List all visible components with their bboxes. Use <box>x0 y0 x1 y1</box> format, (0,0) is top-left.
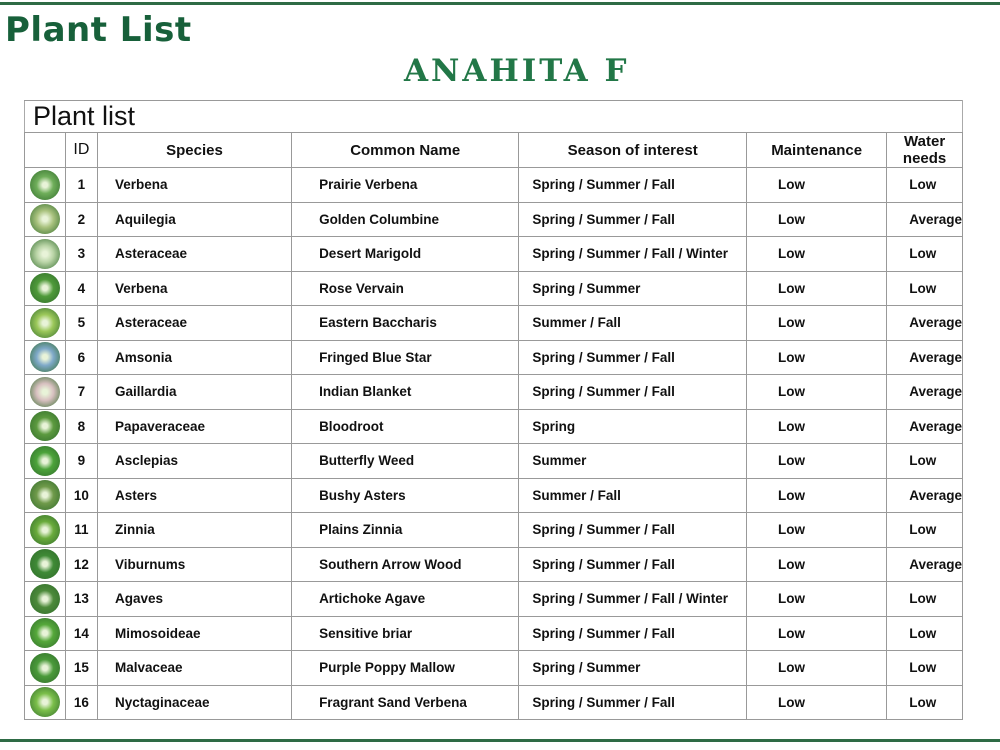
table-row <box>25 582 963 617</box>
season-cell: Spring / Summer / Fall <box>519 202 747 237</box>
common-name-cell: Fringed Blue Star <box>292 340 519 375</box>
season-cell: Spring / Summer / Fall / Winter <box>519 582 747 617</box>
plant-symbol-icon <box>30 342 60 372</box>
id-cell: 12 <box>65 547 97 582</box>
species-cell: Asteraceae <box>97 237 291 272</box>
common-name-cell: Fragrant Sand Verbena <box>292 685 519 720</box>
plant-symbol-icon <box>30 377 60 407</box>
species-cell: Malvaceae <box>97 651 291 686</box>
season-cell: Summer <box>519 444 747 479</box>
id-cell: 11 <box>65 513 97 548</box>
plant-icon-cell <box>25 375 66 410</box>
season-cell: Spring / Summer / Fall <box>519 375 747 410</box>
maintenance-cell: Low <box>747 685 887 720</box>
id-cell: 16 <box>65 685 97 720</box>
header-species: Species <box>97 133 291 168</box>
plant-symbol-icon <box>30 515 60 545</box>
species-cell: Asteraceae <box>97 306 291 341</box>
table-body <box>25 168 963 720</box>
table-row <box>25 478 963 513</box>
maintenance-cell: Low <box>747 271 887 306</box>
table-row <box>25 513 963 548</box>
common-name-cell: Plains Zinnia <box>292 513 519 548</box>
header-common-name: Common Name <box>292 133 519 168</box>
id-cell: 13 <box>65 582 97 617</box>
common-name-cell: Eastern Baccharis <box>292 306 519 341</box>
bottom-rule <box>0 739 1000 742</box>
common-name-cell: Purple Poppy Mallow <box>292 651 519 686</box>
id-cell: 4 <box>65 271 97 306</box>
id-cell: 2 <box>65 202 97 237</box>
maintenance-cell: Low <box>747 513 887 548</box>
top-rule <box>0 2 1000 5</box>
water-needs-cell: Low <box>887 237 963 272</box>
maintenance-cell: Low <box>747 237 887 272</box>
plant-icon-cell <box>25 340 66 375</box>
plant-icon-cell <box>25 547 66 582</box>
common-name-cell: Prairie Verbena <box>292 168 519 203</box>
plant-symbol-icon <box>30 584 60 614</box>
species-cell: Asters <box>97 478 291 513</box>
water-needs-cell: Low <box>887 444 963 479</box>
plant-symbol-icon <box>30 687 60 717</box>
season-cell: Spring <box>519 409 747 444</box>
id-cell: 6 <box>65 340 97 375</box>
water-needs-cell: Average <box>887 340 963 375</box>
plant-icon-cell <box>25 478 66 513</box>
table-title: Plant list <box>25 101 963 133</box>
table-row <box>25 685 963 720</box>
table-row <box>25 547 963 582</box>
plant-icon-cell <box>25 582 66 617</box>
season-cell: Spring / Summer / Fall <box>519 547 747 582</box>
water-needs-cell: Average <box>887 478 963 513</box>
id-cell: 15 <box>65 651 97 686</box>
plant-icon-cell <box>25 685 66 720</box>
page-title: Plant List <box>5 10 192 50</box>
plant-icon-cell <box>25 651 66 686</box>
species-cell: Asclepias <box>97 444 291 479</box>
water-needs-cell: Low <box>887 513 963 548</box>
maintenance-cell: Low <box>747 547 887 582</box>
plant-symbol-icon <box>30 618 60 648</box>
common-name-cell: Bloodroot <box>292 409 519 444</box>
common-name-cell: Desert Marigold <box>292 237 519 272</box>
water-needs-cell: Average <box>887 202 963 237</box>
water-needs-cell: Average <box>887 409 963 444</box>
maintenance-cell: Low <box>747 444 887 479</box>
table-row <box>25 202 963 237</box>
common-name-cell: Artichoke Agave <box>292 582 519 617</box>
species-cell: Verbena <box>97 168 291 203</box>
maintenance-cell: Low <box>747 340 887 375</box>
common-name-cell: Southern Arrow Wood <box>292 547 519 582</box>
plant-table <box>24 100 963 720</box>
id-cell: 7 <box>65 375 97 410</box>
plant-symbol-icon <box>30 411 60 441</box>
water-needs-cell: Low <box>887 168 963 203</box>
plant-icon-cell <box>25 202 66 237</box>
water-needs-cell: Average <box>887 547 963 582</box>
common-name-cell: Sensitive briar <box>292 616 519 651</box>
plant-icon-cell <box>25 168 66 203</box>
id-cell: 8 <box>65 409 97 444</box>
plant-icon-cell <box>25 444 66 479</box>
common-name-cell: Golden Columbine <box>292 202 519 237</box>
season-cell: Summer / Fall <box>519 306 747 341</box>
common-name-cell: Bushy Asters <box>292 478 519 513</box>
header-icon <box>25 133 66 168</box>
header-water-needs: Water needs <box>887 133 963 168</box>
plant-symbol-icon <box>30 549 60 579</box>
plant-symbol-icon <box>30 239 60 269</box>
season-cell: Spring / Summer / Fall <box>519 685 747 720</box>
plant-symbol-icon <box>30 308 60 338</box>
common-name-cell: Indian Blanket <box>292 375 519 410</box>
water-needs-cell: Average <box>887 375 963 410</box>
maintenance-cell: Low <box>747 168 887 203</box>
plant-icon-cell <box>25 513 66 548</box>
species-cell: Papaveraceae <box>97 409 291 444</box>
species-cell: Mimosoideae <box>97 616 291 651</box>
table-row <box>25 306 963 341</box>
season-cell: Summer / Fall <box>519 478 747 513</box>
season-cell: Spring / Summer / Fall / Winter <box>519 237 747 272</box>
id-cell: 9 <box>65 444 97 479</box>
species-cell: Aquilegia <box>97 202 291 237</box>
table-row <box>25 237 963 272</box>
maintenance-cell: Low <box>747 651 887 686</box>
species-cell: Zinnia <box>97 513 291 548</box>
water-needs-cell: Low <box>887 685 963 720</box>
id-cell: 10 <box>65 478 97 513</box>
water-needs-cell: Low <box>887 271 963 306</box>
table-row <box>25 651 963 686</box>
plant-icon-cell <box>25 306 66 341</box>
header-maintenance: Maintenance <box>747 133 887 168</box>
id-cell: 14 <box>65 616 97 651</box>
plant-icon-cell <box>25 616 66 651</box>
maintenance-cell: Low <box>747 306 887 341</box>
season-cell: Spring / Summer / Fall <box>519 168 747 203</box>
id-cell: 5 <box>65 306 97 341</box>
water-needs-cell: Average <box>887 306 963 341</box>
species-cell: Viburnums <box>97 547 291 582</box>
species-cell: Verbena <box>97 271 291 306</box>
plant-icon-cell <box>25 409 66 444</box>
id-cell: 3 <box>65 237 97 272</box>
plant-symbol-icon <box>30 273 60 303</box>
water-needs-cell: Low <box>887 582 963 617</box>
table-row <box>25 616 963 651</box>
maintenance-cell: Low <box>747 582 887 617</box>
plant-symbol-icon <box>30 653 60 683</box>
species-cell: Amsonia <box>97 340 291 375</box>
common-name-cell: Butterfly Weed <box>292 444 519 479</box>
table-row <box>25 168 963 203</box>
maintenance-cell: Low <box>747 202 887 237</box>
plant-icon-cell <box>25 237 66 272</box>
maintenance-cell: Low <box>747 616 887 651</box>
maintenance-cell: Low <box>747 409 887 444</box>
maintenance-cell: Low <box>747 478 887 513</box>
season-cell: Spring / Summer / Fall <box>519 513 747 548</box>
season-cell: Spring / Summer <box>519 271 747 306</box>
table-row <box>25 271 963 306</box>
water-needs-cell: Low <box>887 651 963 686</box>
plant-symbol-icon <box>30 446 60 476</box>
plant-symbol-icon <box>30 480 60 510</box>
plant-icon-cell <box>25 271 66 306</box>
species-cell: Agaves <box>97 582 291 617</box>
table-row <box>25 409 963 444</box>
season-cell: Spring / Summer <box>519 651 747 686</box>
table-row <box>25 340 963 375</box>
season-cell: Spring / Summer / Fall <box>519 340 747 375</box>
id-cell: 1 <box>65 168 97 203</box>
species-cell: Gaillardia <box>97 375 291 410</box>
season-cell: Spring / Summer / Fall <box>519 616 747 651</box>
maintenance-cell: Low <box>747 375 887 410</box>
header-id: ID <box>65 133 97 168</box>
common-name-cell: Rose Vervain <box>292 271 519 306</box>
watermark: ANAHITA F <box>404 53 630 89</box>
table-row <box>25 375 963 410</box>
water-needs-cell: Low <box>887 616 963 651</box>
species-cell: Nyctaginaceae <box>97 685 291 720</box>
plant-symbol-icon <box>30 170 60 200</box>
table-row <box>25 444 963 479</box>
plant-symbol-icon <box>30 204 60 234</box>
header-season: Season of interest <box>519 133 747 168</box>
